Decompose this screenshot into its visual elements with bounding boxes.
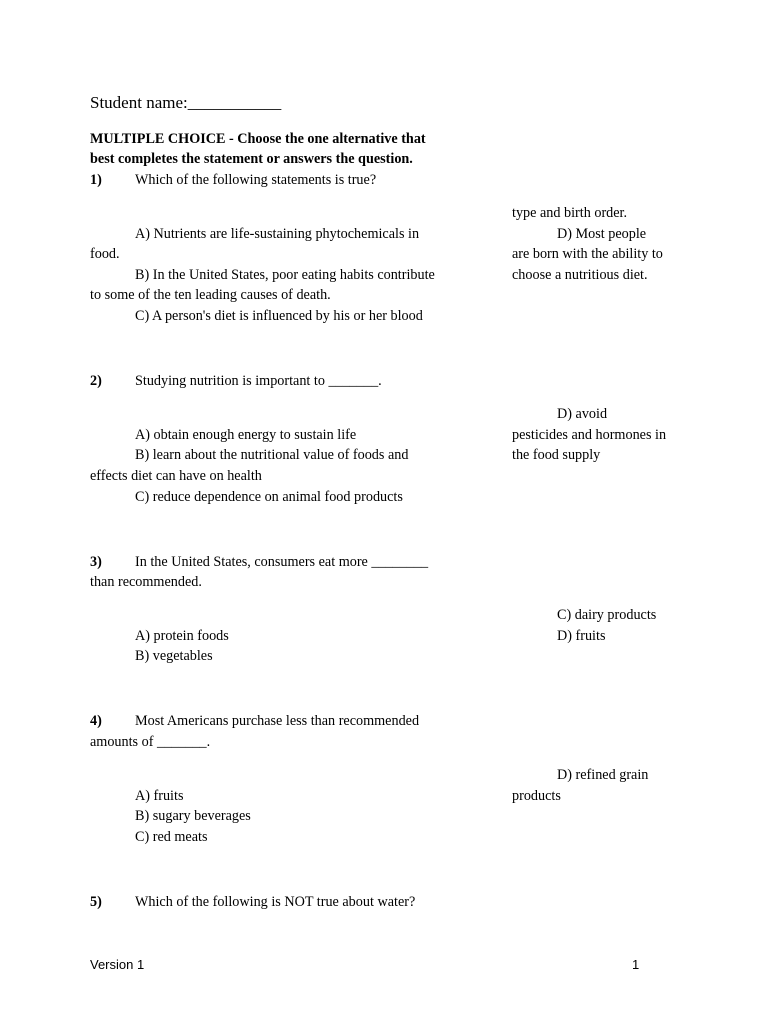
instructions-line-2: best completes the statement or answers the question. bbox=[90, 151, 413, 167]
q3-choice-d: D) fruits bbox=[557, 628, 606, 644]
q2-choice-a: A) obtain enough energy to sustain life bbox=[135, 427, 357, 443]
q1-choice-d: D) Most people bbox=[557, 226, 647, 242]
q2-choice-c: C) reduce dependence on animal food products bbox=[135, 489, 403, 505]
q2-choice-b: B) learn about the nutritional value of foods and bbox=[135, 447, 409, 463]
question-2-number: 2) bbox=[90, 373, 102, 389]
question-2-stem: Studying nutrition is important to _______. bbox=[135, 373, 382, 389]
q2-choice-d: D) avoid bbox=[557, 406, 608, 422]
question-3-stem: In the United States, consumers eat more ________ bbox=[135, 554, 429, 570]
question-4-stem: Most Americans purchase less than recommended bbox=[135, 713, 420, 729]
question-4-number: 4) bbox=[90, 713, 102, 729]
question-3-number: 3) bbox=[90, 554, 102, 570]
student-name-field: Student name:___________ bbox=[90, 93, 282, 112]
question-1-stem: Which of the following statements is true? bbox=[135, 172, 377, 188]
question-5-stem: Which of the following is NOT true about water? bbox=[135, 894, 416, 910]
q4-choice-a: A) fruits bbox=[135, 788, 184, 804]
q1-choice-d-cont-2: choose a nutritious diet. bbox=[512, 267, 648, 283]
question-3-stem-cont: than recommended. bbox=[90, 574, 202, 590]
q1-choice-b-cont: to some of the ten leading causes of death. bbox=[90, 287, 331, 303]
q3-choice-c: C) dairy products bbox=[557, 607, 657, 623]
instructions-line-1: MULTIPLE CHOICE - Choose the one alternative that bbox=[90, 131, 426, 147]
footer-version: Version 1 bbox=[90, 957, 145, 972]
question-5-number: 5) bbox=[90, 894, 102, 910]
q2-choice-d-cont-1: pesticides and hormones in bbox=[512, 427, 667, 443]
q1-choice-c: C) A person's diet is influenced by his or her blood bbox=[135, 308, 423, 324]
q4-choice-c: C) red meats bbox=[135, 829, 208, 845]
q1-choice-d-cont-1: are born with the ability to bbox=[512, 246, 663, 262]
footer-page-number: 1 bbox=[632, 957, 640, 972]
q2-choice-d-cont-2: the food supply bbox=[512, 447, 601, 463]
q4-choice-d-cont: products bbox=[512, 788, 561, 804]
q1-choice-c-cont: type and birth order. bbox=[512, 205, 628, 221]
q1-choice-a: A) Nutrients are life-sustaining phytochemicals in bbox=[135, 226, 420, 242]
q3-choice-b: B) vegetables bbox=[135, 648, 213, 664]
question-4-stem-cont: amounts of _______. bbox=[90, 734, 211, 750]
q1-choice-a-cont: food. bbox=[90, 246, 120, 262]
question-1-number: 1) bbox=[90, 172, 102, 188]
q4-choice-d: D) refined grain bbox=[557, 767, 649, 783]
q2-choice-b-cont: effects diet can have on health bbox=[90, 468, 262, 484]
q1-choice-b: B) In the United States, poor eating habits contribute bbox=[135, 267, 435, 283]
q3-choice-a: A) protein foods bbox=[135, 628, 229, 644]
q4-choice-b: B) sugary beverages bbox=[135, 808, 251, 824]
